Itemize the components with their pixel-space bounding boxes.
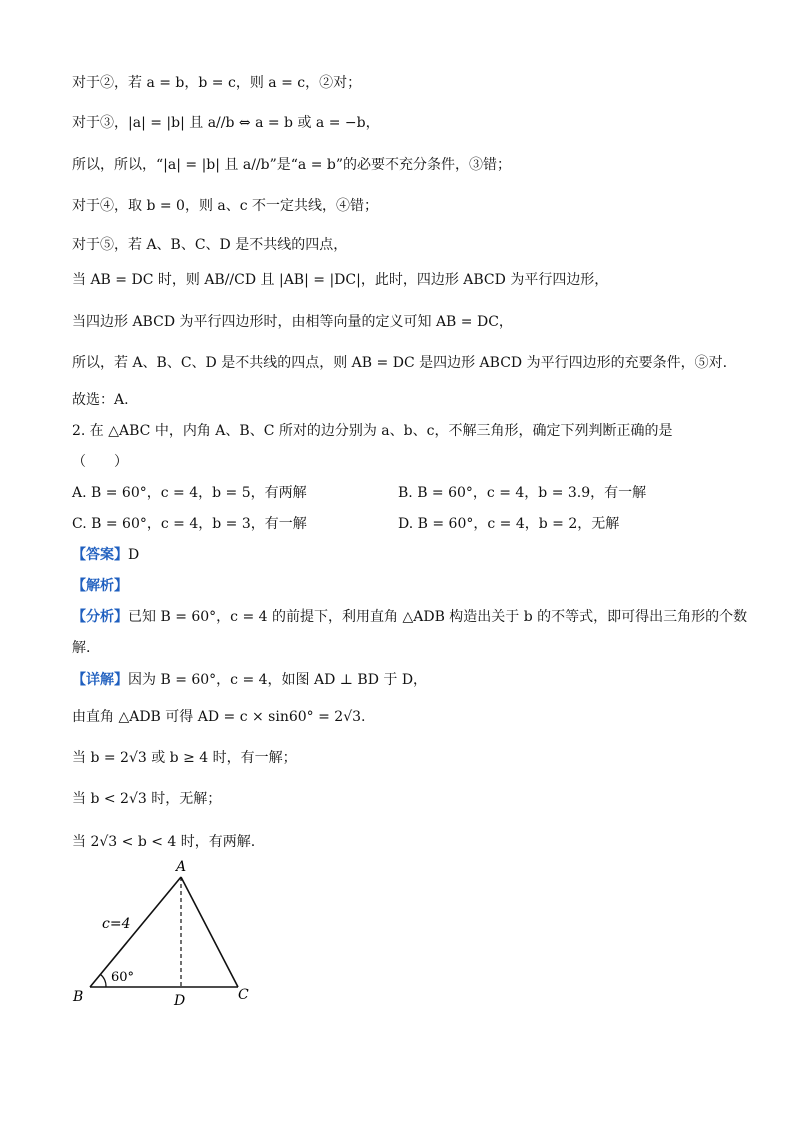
xiangjie-tag: 【详解】 (72, 672, 128, 688)
label-side-c: c=4 (102, 916, 131, 932)
text-line-2: 对于③，|a| = |b| 且 a//b ⇔ a = b 或 a = −b， (72, 115, 380, 131)
side-ab (90, 877, 181, 987)
fenxi-line-1 (72, 607, 748, 627)
fenxi-tag: 【分析】 (72, 609, 128, 625)
label-b: B (73, 989, 84, 1005)
question-2-paren: （ ） (72, 454, 128, 470)
option-d: D. B = 60°，c = 4，b = 2，无解 (398, 516, 620, 532)
xiangjie-text: 因为 B = 60°，c = 4，如图 AD ⊥ BD 于 D， (128, 672, 428, 688)
solution-line-1: 由直角 △ADB 可得 AD = c × sin60° = 2√3. (72, 709, 366, 725)
answer-line (72, 545, 734, 565)
side-ac (181, 877, 238, 987)
answer-value: D (128, 547, 140, 563)
solution-line-4: 当 2√3 < b < 4 时，有两解. (72, 834, 256, 850)
text-line-1: 对于②，若 a = b，b = c，则 a = c，②对； (72, 75, 362, 91)
analysis-tag: 【解析】 (72, 578, 128, 594)
text-line-9: 故选：A. (72, 392, 129, 408)
angle-arc-b (100, 974, 106, 987)
fenxi-line-2: 解. (72, 640, 91, 656)
analysis-heading (72, 576, 734, 596)
text-line-8: 所以，若 A、B、C、D 是不共线的四点，则 AB = DC 是四边形 ABCD 为平行四边形的充要条件，⑤对. (72, 355, 728, 371)
text-line-7: 当四边形 ABCD 为平行四边形时，由相等向量的定义可知 AB = DC， (72, 314, 513, 330)
solution-line-2: 当 b = 2√3 或 b ≥ 4 时，有一解； (72, 750, 297, 766)
question-2-stem: 2. 在 △ABC 中，内角 A、B、C 所对的边分别为 a、b、c，不解三角形，确定下列判断正确的是 (72, 423, 673, 439)
solution-line-3: 当 b < 2√3 时，无解； (72, 791, 222, 807)
text-line-4: 对于④，取 b = 0，则 a、c 不一定共线，④错； (72, 198, 379, 214)
text-line-5: 对于⑤，若 A、B、C、D 是不共线的四点， (72, 237, 348, 253)
triangle-figure (60, 855, 280, 1010)
text-line-3: 所以，所以，“|a| = |b| 且 a//b”是“a = b”的必要不充分条件，③错； (72, 157, 512, 173)
xiangjie-line (72, 670, 734, 690)
option-b: B. B = 60°，c = 4，b = 3.9，有一解 (398, 485, 647, 501)
fenxi-text-1: 已知 B = 60°，c = 4 的前提下，利用直角 △ADB 构造出关于 b 的不等式，即可得出三角形的个数 (128, 609, 748, 625)
label-angle: 60° (111, 970, 135, 985)
answer-tag: 【答案】 (72, 547, 128, 563)
option-a: A. B = 60°，c = 4，b = 5，有两解 (72, 485, 307, 501)
label-c: C (238, 987, 249, 1003)
text-line-6: 当 AB = DC 时，则 AB//CD 且 |AB| = |DC|，此时，四边形 ABCD 为平行四边形， (72, 272, 609, 288)
option-c: C. B = 60°，c = 4，b = 3，有一解 (72, 516, 307, 532)
label-a: A (176, 859, 187, 875)
label-d: D (174, 993, 186, 1009)
